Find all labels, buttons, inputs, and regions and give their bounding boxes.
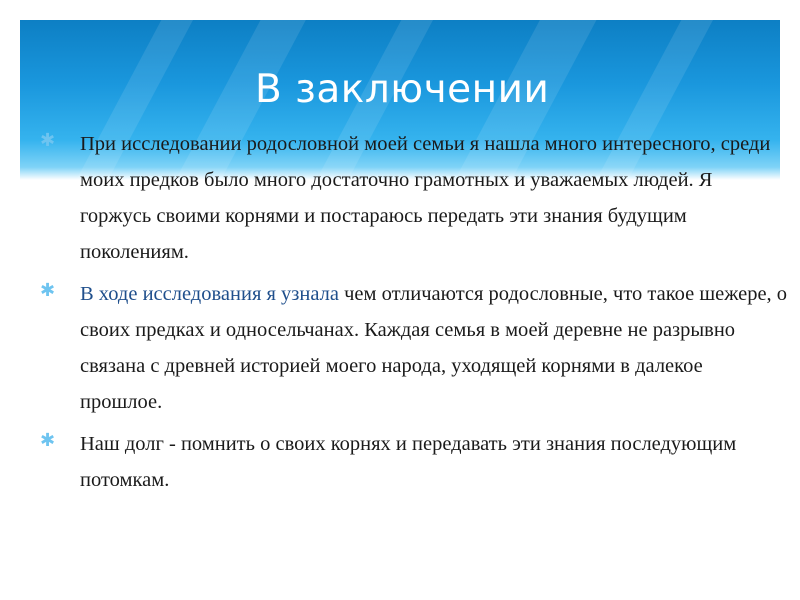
- bullet-item: [40, 276, 788, 420]
- asterisk-bullet-icon: ✱: [40, 430, 56, 451]
- bullet-text: При исследовании родословной моей семьи я нашла много интересного, среди моих предков было много достаточно грамотных и уважаемых людей. Я горжусь своими корнями и постараюсь передать эти знания будущим поколениям.: [80, 133, 771, 263]
- bullet-text: чем отличаются родословные, что такое шежере, о своих предках и односельчанах. Каждая семья в моей деревне не разрывно связана с древней историей моего народа, уходящей корнями в далекое прошлое.: [80, 283, 788, 413]
- slide-title: В заключении: [255, 67, 550, 112]
- bullet-item: [40, 426, 788, 498]
- asterisk-bullet-icon: ✱: [40, 130, 56, 151]
- bullet-list: [40, 126, 788, 504]
- bullet-accent-text: В ходе исследования я узнала: [80, 283, 339, 305]
- bullet-item: [40, 126, 788, 270]
- asterisk-bullet-icon: ✱: [40, 280, 56, 301]
- bullet-text: Наш долг - помнить о своих корнях и передавать эти знания последующим потомкам.: [80, 433, 737, 491]
